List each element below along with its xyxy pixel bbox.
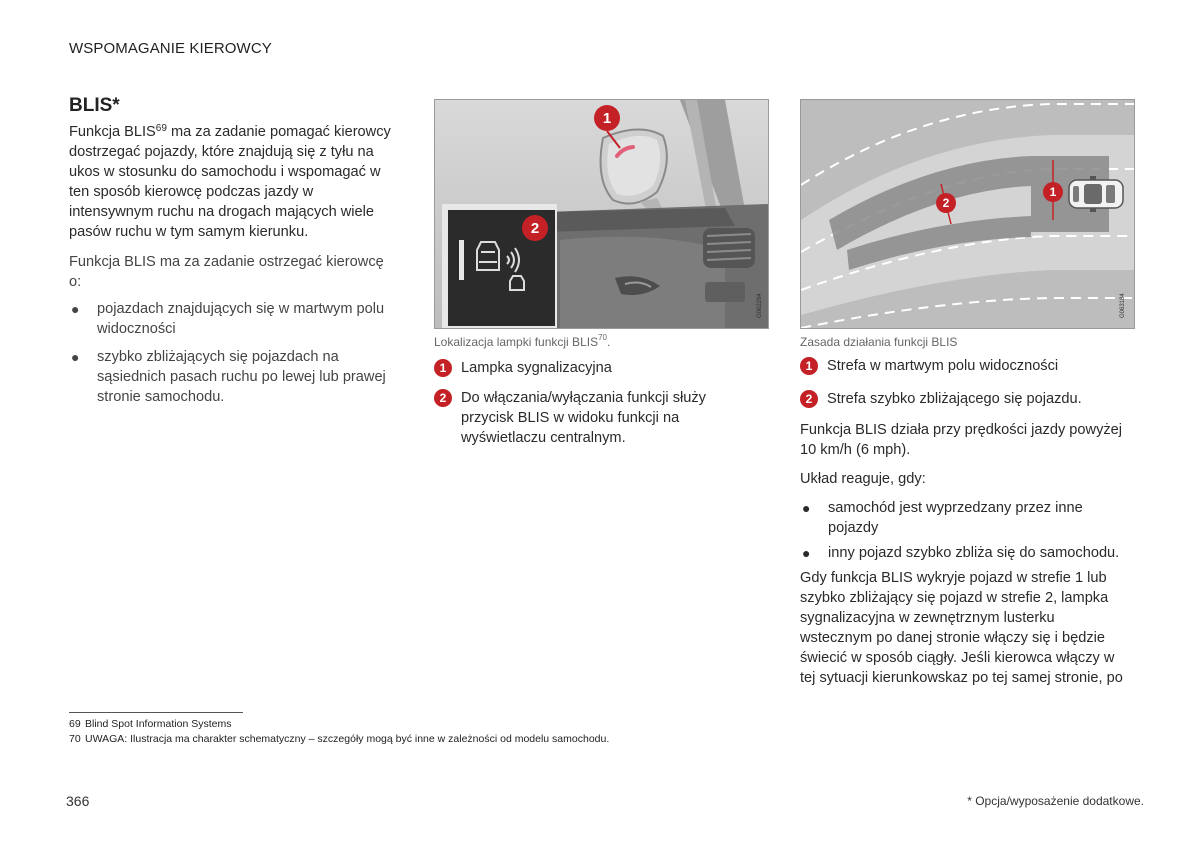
item-text: Do włączania/wyłączania funkcji służy przycisk BLIS w widoku funkcji na wyświetlaczu centralnym.: [461, 390, 706, 446]
blis-zones-image: [801, 100, 1134, 328]
footnote-number: 70: [69, 733, 81, 745]
item-text: Strefa w martwym polu widoczności: [827, 358, 1059, 374]
bullet-icon: ●: [71, 301, 80, 317]
list-item: [800, 389, 1130, 409]
bullet-list: [69, 299, 399, 407]
page-title: BLIS*: [69, 95, 120, 116]
intro-paragraph: [69, 122, 399, 242]
intro-text-b: ma za zadanie pomagać kierowcy dostrzegać pojazdy, które znajdują się z tyłu na ukos w stosunku do samochodu i wspomagać w ten sposób kierowcę podczas jazdy w intensywnym ruchu na drogach mających wiele pasów ruchu w tym samym kierunku.: [69, 124, 391, 240]
section-header: WSPOMAGANIE KIEROWCY: [69, 40, 272, 57]
image-caption: Zasada działania funkcji BLIS: [800, 335, 958, 349]
bullet-icon: ●: [802, 545, 811, 561]
page-number: 366: [66, 793, 90, 809]
warning-intro: Funkcja BLIS ma za zadanie ostrzegać kierowcę o:: [69, 254, 384, 290]
reacts-paragraph: Układ reaguje, gdy:: [800, 471, 926, 487]
image-caption: [434, 335, 610, 349]
callout-1-icon: 1: [800, 357, 818, 375]
footnote-ref-69[interactable]: 69: [155, 123, 167, 134]
column3-content: [800, 356, 1130, 688]
bullet-icon: ●: [802, 500, 811, 516]
footnote-ref-70[interactable]: 70: [598, 333, 607, 342]
list-item: [69, 299, 399, 339]
bullet-text: inny pojazd szybko zbliża się do samochodu.: [828, 545, 1120, 561]
optional-equipment-note: * Opcja/wyposażenie dodatkowe.: [967, 794, 1144, 808]
bullet-text: szybko zbliżających się pojazdach na sąsiednich pasach ruchu po lewej lub prawej stronie samochodu.: [97, 349, 386, 405]
caption-text: Lokalizacja lampki funkcji BLIS: [434, 335, 599, 349]
list-item: [800, 498, 1130, 538]
svg-text:1: 1: [602, 110, 612, 127]
intro-text-a: Funkcja BLIS: [69, 124, 156, 140]
blis-lamp-location-image: [435, 100, 768, 328]
numbered-list: [434, 358, 756, 448]
svg-text:2: 2: [530, 220, 540, 237]
final-paragraph: Gdy funkcja BLIS wykryje pojazd w strefie 1 lub szybko zbliżający się pojazd w strefie 2, lampka sygnalizacyjna w zewnętrznym lusterku wstecznym po danej stronie włączy się i będzie świecić w sposób ciągły. Jeśli kierowca włączy w tej sytuacji kierunkowskaz po tej samej stronie, po: [800, 570, 1123, 686]
list-item: [800, 356, 1130, 376]
footnote-text: Blind Spot Information Systems: [85, 718, 232, 730]
list-item: [69, 347, 399, 407]
list-item: [800, 543, 1130, 563]
callout-1-icon: 1: [434, 359, 452, 377]
speed-paragraph: Funkcja BLIS działa przy prędkości jazdy powyżej 10 km/h (6 mph).: [800, 422, 1123, 458]
callout-2-icon: 2: [434, 389, 452, 407]
item-text: Strefa szybko zbliżającego się pojazdu.: [827, 391, 1082, 407]
footnote-text: UWAGA: Ilustracja ma charakter schematyczny – szczegóły mogą być inne w zależności od modelu samochodu.: [85, 733, 610, 745]
image-code: G063184: [1120, 293, 1126, 318]
list-item: [434, 388, 756, 448]
callout-2-icon: 2: [800, 390, 818, 408]
svg-text:1: 1: [1049, 185, 1057, 199]
bullet-text: pojazdach znajdujących się w martwym polu widoczności: [97, 301, 385, 337]
road-illustration: [800, 99, 1135, 329]
svg-text:2: 2: [942, 196, 950, 210]
footnote-number: 69: [69, 718, 81, 730]
bullet-icon: ●: [71, 349, 80, 365]
item-text: Lampka sygnalizacyjna: [461, 360, 612, 376]
list-item: [434, 358, 756, 378]
image-code: G062284: [757, 293, 763, 318]
footnote-70: [69, 733, 609, 745]
footnote-69: [69, 718, 231, 730]
bullet-text: samochód jest wyprzedzany przez inne pojazdy: [828, 500, 1083, 536]
mirror-illustration: [434, 99, 769, 329]
footnote-divider: [69, 712, 243, 713]
caption-tail: .: [606, 335, 611, 349]
